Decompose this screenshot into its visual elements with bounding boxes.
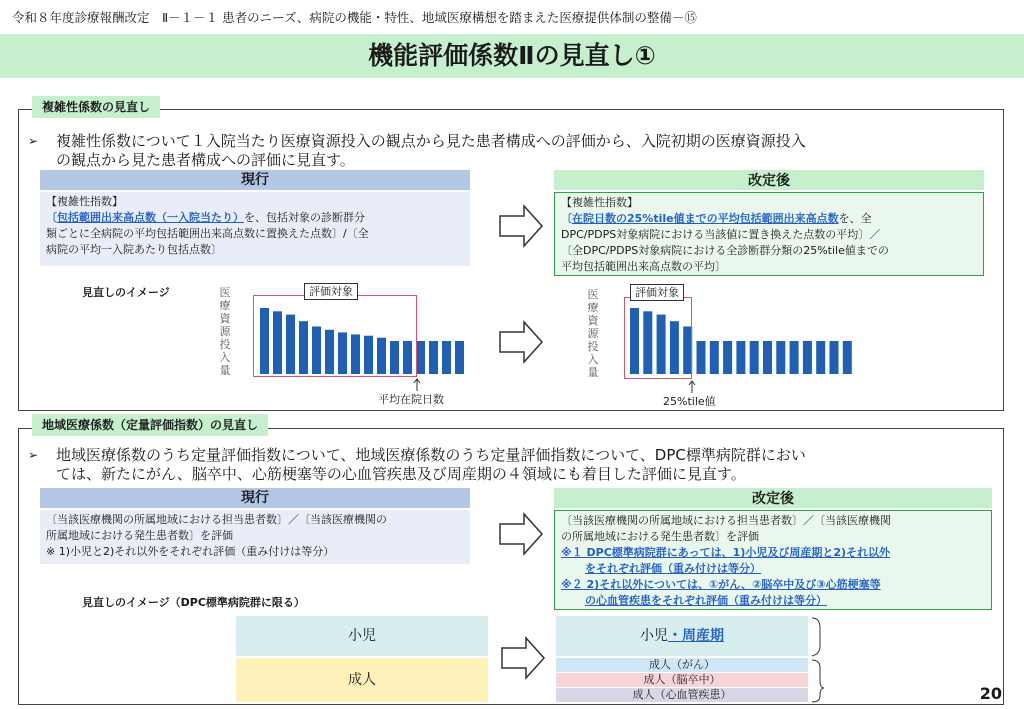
revised-formula-title: 【複雑性指数】 <box>561 196 638 209</box>
section-tag-regional: 地域医療係数（定量評価指数）の見直し <box>32 414 268 436</box>
current-heading-2: 現行 <box>40 488 470 508</box>
bullet-line-2: の観点から見た患者構成への評価に見直す。 <box>56 151 355 169</box>
revised-heading-1: 改定後 <box>554 170 984 190</box>
xlabel-revised: 25%tile値 <box>663 395 716 408</box>
revised-row-child <box>556 616 808 656</box>
current-formula-line-4: 病院の平均一入院あたり包括点数〕 <box>46 243 222 256</box>
current-text-line-1: 〔当該医療機関の所属地域における担当患者数〕／〔当該医療機関の <box>46 513 387 526</box>
revised-text-line-6: の心血管疾患をそれぞれ評価（重み付けは等分） <box>585 594 827 607</box>
ylabel-revised: 医 療 資 源 投 入 量 <box>587 288 599 379</box>
revised-text-line-5: ※２ 2)それ以外については、①がん、②脳卒中及び③心筋梗塞等 <box>561 578 881 591</box>
revised-text-line-3: ※１ DPC標準病院群にあっては、1)小児及び周産期と2)それ以外 <box>561 546 891 559</box>
bar-revised-13 <box>803 341 812 374</box>
bullet-line-1: 地域医療係数のうち定量評価指数について、地域医療係数のうち定量評価指数について、DPC標準病院群におい <box>56 446 806 464</box>
current-formula-line-2: 〔包括範囲出来高点数（一入院当たり）を、包括対象の診断群分 <box>46 211 365 224</box>
bar-current-15 <box>455 341 464 374</box>
revised-box-2 <box>554 510 992 610</box>
revised-formula-line-4: 〔全DPC/PDPS対象病院における全診断群分類の25%tile値までの <box>561 244 889 257</box>
bar-current-14 <box>442 341 451 374</box>
marker-arrow-current-icon <box>412 378 422 392</box>
bullet-arrow-icon: ➢ <box>28 134 39 148</box>
marker-arrow-revised-icon <box>687 380 697 394</box>
xlabel-current: 平均在院日数 <box>378 393 444 406</box>
bar-revised-14 <box>816 341 825 374</box>
bar-revised-16 <box>843 341 852 374</box>
revised-formula-line-5: 平均包括範囲出来高点数の平均〕 <box>561 260 726 273</box>
bullet-line-1: 複雑性係数について１入院当たり医療資源投入の観点から見た患者構成への評価から、入院初期の医療資源投入 <box>56 132 806 150</box>
revised-row-cancer: 成人（がん） <box>556 658 808 672</box>
revised-formula-line-2: 〔在院日数の25%tile値までの平均包括範囲出来高点数を、全 <box>561 212 872 225</box>
revised-text-line-1: 〔当該医療機関の所属地域における担当患者数〕／〔当該医療機関 <box>561 514 891 527</box>
revised-row-child-label: 小児 <box>640 628 668 644</box>
arrow-right-icon <box>498 512 544 556</box>
current-box-1 <box>40 192 470 266</box>
current-text-line-2: 所属地域における発生患者数〕を評価 <box>46 529 233 542</box>
page-title: 機能評価係数Ⅱの見直し① <box>368 41 656 70</box>
bar-current-13 <box>429 341 438 374</box>
current-formula-line-3: 類ごとに全病院の平均包括範囲出来高点数に置換えた点数〕/〔全 <box>46 227 369 240</box>
bar-revised-6 <box>710 341 719 374</box>
revised-box-1 <box>554 192 984 276</box>
current-row-adult: 成人 <box>236 658 488 702</box>
bar-revised-15 <box>830 341 839 374</box>
callout-revised: 評価対象 <box>630 284 684 301</box>
highlight-box-revised <box>624 297 692 379</box>
current-text-line-3: ※ 1)小児と2)それ以外をそれぞれ評価（重み付けは等分） <box>46 545 335 558</box>
image-label-1: 見直しのイメージ <box>82 286 170 299</box>
revised-row-stroke: 成人（脳卒中） <box>556 673 808 687</box>
bar-revised-5 <box>697 341 706 374</box>
bar-revised-8 <box>736 341 745 374</box>
bullet-arrow-icon: ➢ <box>28 448 39 462</box>
revised-heading-2: 改定後 <box>554 488 992 508</box>
ylabel-current: 医 療 資 源 投 入 量 <box>219 286 231 377</box>
current-row-child: 小児 <box>236 616 488 656</box>
bar-revised-10 <box>763 341 772 374</box>
revised-text-line-2: の所属地域における発生患者数〕を評価 <box>561 530 759 543</box>
current-formula-title: 【複雑性指数】 <box>46 195 123 208</box>
arrow-right-icon <box>498 320 544 364</box>
current-box-2 <box>40 510 470 564</box>
bar-revised-9 <box>750 341 759 374</box>
highlight-box-current <box>253 295 417 377</box>
brace-icon <box>810 616 826 704</box>
current-heading-1: 現行 <box>40 170 470 190</box>
arrow-right-icon <box>498 204 544 248</box>
revised-row-cardio: 成人（心血管疾患） <box>556 688 808 702</box>
revised-row-perinatal-label: ・周産期 <box>668 628 724 644</box>
page-number: 20 <box>979 684 1002 703</box>
section-tag-complexity: 複雑性係数の見直し <box>32 96 160 118</box>
bullet-line-2: ては、新たにがん、脳卒中、心筋梗塞等の心血管疾患及び周産期の４領域にも着目した評価に見直す。 <box>56 465 746 483</box>
bar-revised-12 <box>790 341 799 374</box>
title-band <box>0 34 1024 78</box>
bar-revised-11 <box>776 341 785 374</box>
topline: 令和８年度診療報酬改定 Ⅱ－１－１ 患者のニーズ、病院の機能・特性、地域医療構想を踏まえた医療提供体制の整備－⑮ <box>12 10 697 25</box>
arrow-right-icon <box>500 636 546 680</box>
image-label-2: 見直しのイメージ（DPC標準病院群に限る） <box>82 596 305 609</box>
revised-text-line-4: をそれぞれ評価（重み付けは等分） <box>585 562 761 575</box>
revised-formula-line-3: DPC/PDPS対象病院における当該値に置き換えた点数の平均〕／ <box>561 228 881 241</box>
bar-revised-7 <box>723 341 732 374</box>
callout-current: 評価対象 <box>304 283 358 300</box>
bar-current-12 <box>416 341 425 374</box>
